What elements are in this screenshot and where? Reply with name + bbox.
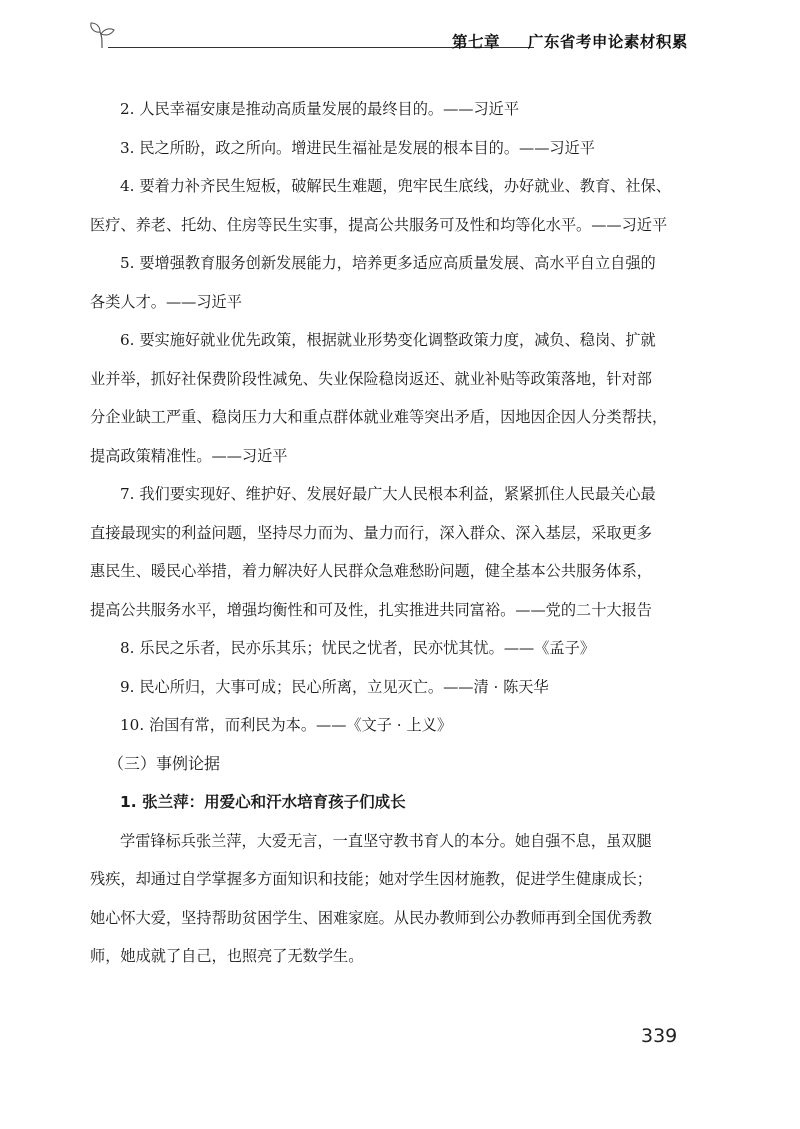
text-line: 提高公共服务水平，增强均衡性和可及性，扎实推进共同富裕。——党的二十大报告 <box>90 600 652 619</box>
quote-4 <box>90 167 685 244</box>
text-line: 2. 人民幸福安康是推动高质量发展的最终目的。——习近平 <box>120 100 520 118</box>
text-line: 各类人才。——习近平 <box>90 292 242 311</box>
text-line: 10. 治国有常，而利民为本。——《文子 · 上义》 <box>120 716 453 734</box>
quote-3 <box>120 129 685 168</box>
text-line: 7. 我们要实现好、维护好、发展好最广大人民根本利益，紧紧抓住人民最关心最 <box>120 485 656 503</box>
text-line: 提高政策精准性。——习近平 <box>90 446 288 465</box>
quote-8 <box>120 629 685 668</box>
text-line: 学雷锋标兵张兰萍，大爱无言，一直坚守教书育人的本分。她自强不息，虽双腿 <box>120 831 652 850</box>
quote-10 <box>120 706 685 745</box>
section-heading: （三）事例论据 <box>108 753 221 773</box>
case-paragraph <box>90 822 685 976</box>
case-subheading: 1. 张兰萍：用爱心和汗水培育孩子们成长 <box>120 793 406 811</box>
book-title: 广东省考申论素材积累 <box>527 33 688 51</box>
running-title <box>452 30 688 52</box>
text-line: 直接最现实的利益问题，坚持尽力而为、量力而行，深入群众、深入基层，采取更多 <box>90 523 652 542</box>
text-line: 9. 民心所归，大事可成；民心所离，立见灭亡。——清 · 陈天华 <box>120 677 549 696</box>
text-line: 残疾，却通过自学掌握多方面知识和技能；她对学生因材施教，促进学生健康成长； <box>90 870 652 888</box>
quote-9 <box>120 668 685 707</box>
text-line: 6. 要实施好就业优先政策，根据就业形势变化调整政策力度，减负、稳岗、扩就 <box>120 331 656 349</box>
page-header <box>88 18 708 58</box>
text-line: 5. 要增强教育服务创新发展能力，培养更多适应高质量发展、高水平自立自强的 <box>120 254 656 272</box>
chapter-label: 第七章 <box>452 33 501 51</box>
text-line: 她心怀大爱，坚持帮助贫困学生、困难家庭。从民办教师到公办教师再到全国优秀教 <box>90 908 652 927</box>
quote-6 <box>90 321 685 475</box>
quote-5 <box>90 244 685 321</box>
text-line: 业并举，抓好社保费阶段性减免、失业保险稳岗返还、就业补贴等政策落地，针对部 <box>90 369 652 388</box>
sprout-icon <box>88 20 116 50</box>
text-line: 8. 乐民之乐者，民亦乐其乐；忧民之忧者，民亦忧其忧。——《孟子》 <box>120 639 595 657</box>
quote-2 <box>120 90 685 129</box>
quote-7 <box>90 475 685 629</box>
text-line: 3. 民之所盼，政之所向。增进民生福祉是发展的根本目的。——习近平 <box>120 138 595 157</box>
page-body <box>90 90 685 976</box>
text-line: 4. 要着力补齐民生短板，破解民生难题，兜牢民生底线，办好就业、教育、社保、 <box>120 177 671 195</box>
page-number: 339 <box>641 1025 678 1047</box>
text-line: 惠民生、暖民心举措，着力解决好人民群众急难愁盼问题，健全基本公共服务体系， <box>90 562 652 580</box>
text-line: 医疗、养老、托幼、住房等民生实事，提高公共服务可及性和均等化水平。——习近平 <box>90 215 668 234</box>
text-line: 师，她成就了自己，也照亮了无数学生。 <box>90 947 364 965</box>
text-line: 分企业缺工严重、稳岗压力大和重点群体就业难等突出矛盾，因地因企因人分类帮扶， <box>90 408 668 426</box>
